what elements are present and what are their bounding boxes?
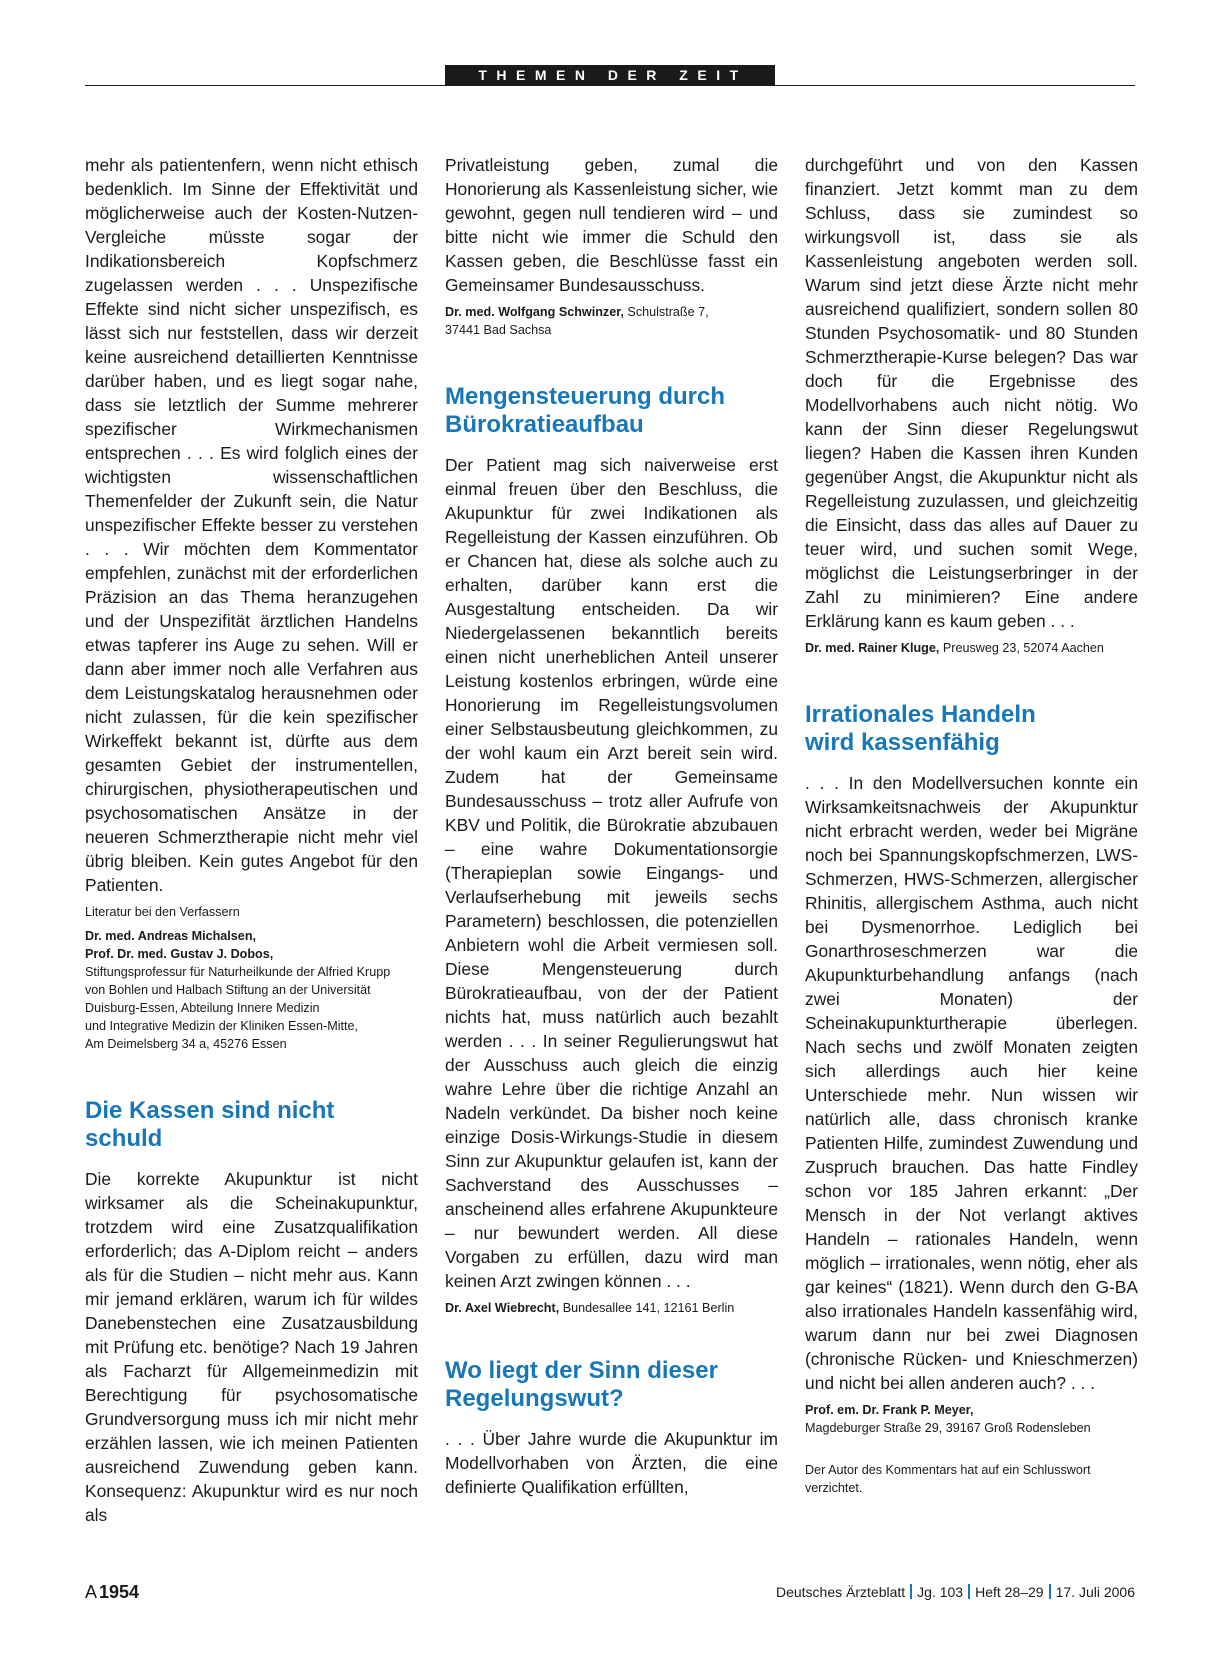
author-address: und Integrative Medizin der Kliniken Essen-Mitte, — [85, 1019, 358, 1033]
column-2 — [445, 153, 778, 1499]
journal-date: 17. Juli 2006 — [1055, 1584, 1135, 1600]
page-number-value: 1954 — [99, 1582, 140, 1602]
letter-heading-line: Bürokratieaufbau — [445, 411, 644, 438]
author-address: Am Deimelsberg 34 a, 45276 Essen — [85, 1037, 287, 1051]
article-text: mehr als patientenfern, wenn nicht ethisch bedenklich. Im Sinne der Effektivität und möglicherweise auch der Kosten-Nutzen-Vergleiche müsste sogar der Indikationsbereich Kopfschmerz zugelassen werden . . . Unspezifische Effekte sind nicht sicher unspezifisch, es lässt sich nur feststellen, dass wir derzeit keine ausreichend detaillierten Kenntnisse darüber haben, und es liegt sogar nahe, dass sie letztlich der Summe mehrerer spezifischer Wirkmechanismen entsprechen . . . Es wird folglich eines der wichtigsten wissenschaftlichen Themenfelder der Zukunft sein, die Natur unspezifischer Effekte besser zu verstehen . . . Wir möchten dem Kommentator empfehlen, zunächst mit der erforderlichen Präzision an das Thema heranzugehen und der Unspezifität ärztlichen Handelns etwas tapferer ins Auge zu sehen. Will er dann aber immer noch alle Verfahren aus dem Leistungskatalog herausnehmen oder nicht zulassen, für die kein spezifischer Wirkeffekt bekannt ist, dürfte aus dem gesamten Gebiet der instrumentellen, chirurgischen, physiotherapeutischen und psychosomatischen Ansätze in der neueren Schmerztherapie nicht mehr viel übrig bleiben. Kein gutes Angebot für den Patienten. — [85, 155, 418, 895]
author-name: Dr. med. Rainer Kluge, — [805, 641, 940, 655]
letter-heading-line: Wo liegt der Sinn dieser — [445, 1357, 718, 1384]
letter-heading — [445, 1357, 778, 1413]
editor-note-line: Der Autor des Kommentars hat auf ein Schlusswort — [805, 1463, 1091, 1477]
author-name: Prof. em. Dr. Frank P. Meyer, — [805, 1403, 974, 1417]
author-block — [445, 1299, 778, 1317]
letter-heading-line: Mengensteuerung durch — [445, 383, 726, 410]
page-number — [85, 1582, 139, 1603]
header-rule — [85, 85, 1135, 86]
letter-heading — [805, 701, 1138, 757]
author-block — [805, 1401, 1138, 1437]
letter-heading-line: Irrationales Handeln — [805, 701, 1036, 728]
letter-heading-line: wird kassenfähig — [805, 729, 1000, 756]
literature-note: Literatur bei den Verfassern — [85, 905, 240, 919]
author-name: Dr. Axel Wiebrecht, — [445, 1301, 560, 1315]
author-name: Dr. med. Andreas Michalsen, — [85, 929, 257, 943]
separator — [1049, 1584, 1051, 1599]
editor-note-line: verzichtet. — [805, 1481, 863, 1495]
author-address: Magdeburger Straße 29, 39167 Groß Rodensleben — [805, 1421, 1091, 1435]
author-address: 37441 Bad Sachsa — [445, 323, 552, 337]
page-prefix: A — [85, 1582, 98, 1602]
author-address: Stiftungsprofessur für Naturheilkunde der Alfried Krupp — [85, 965, 391, 979]
article-text: Der Patient mag sich naiverweise erst einmal freuen über den Beschluss, die Akupunktur für zwei Indikationen als Regelleistung der Kassen einzuführen. Ob er Chancen hat, diese als solche auch zu erhalten, darüber kann erst die Ausgestaltung entscheiden. Da wir Niedergelassenen bekanntlich bereits einen nicht unerheblichen Anteil unserer Leistung kostenlos erbringen, würde eine Honorierung im Regelleistungsvolumen einer Selbstausbeutung gleichkommen, zu der wohl kaum ein Arzt bereit sein wird. Zudem hat der Gemeinsame Bundesausschuss – trotz aller Aufrufe von KBV und Politik, die Bürokratie abzubauen – eine wahre Dokumentationsorgie (Therapieplan sowie Eingangs- und Verlaufserhebung mit jeweils sechs Parametern) beschlossen, die potenziellen Anbietern wohl die Arbeit vermiesen soll. Diese Mengensteuerung durch Bürokratieaufbau, von der der Patient nichts hat, muss natürlich auch bezahlt werden . . . In seiner Regulierungswut hat der Ausschuss auch gleich die einzig wahre Lehre über die richtige Anzahl an Nadeln verkündet. Da bisher noch keine einzige Dosis-Wirkungs-Studie in diesem Sinn zur Akupunktur gelaufen ist, kann der Sachverstand des Ausschusses – anscheinend alles erfahrene Akupunkteure – nur bewundert werden. All diese Vorgaben zu erfüllen, dazu wird man keinen Arzt zwingen können . . . — [445, 455, 778, 1291]
author-address: Schulstraße 7, — [627, 305, 709, 319]
separator — [968, 1584, 970, 1599]
author-name: Prof. Dr. med. Gustav J. Dobos, — [85, 947, 274, 961]
article-text: . . . In den Modellversuchen konnte ein Wirksamkeitsnachweis der Akupunktur nicht erbracht werden, weder bei Migräne noch bei Spannungskopfschmerzen, LWS-Schmerzen, HWS-Schmerzen, allergischer Rhinitis, allergischem Asthma, auch nicht bei Dysmenorrhoe. Lediglich bei Gonarthroseschmerzen war die Akupunkturbehandlung anfangs (nach zwei Monaten) der Scheinakupunkturtherapie überlegen. Nach sechs und zwölf Monaten zeigten sich allerdings auch hier keine Unterschiede mehr. Nun wissen wir natürlich alle, dass chronisch kranke Patienten Hilfe, zumindest Zuwendung und Zuspruch brauchen. Das hatte Findley schon vor 185 Jahren erkannt: „Der Mensch in der Not verlangt aktives Handeln – rationales Handeln, wenn möglich – irrationales, wenn nötig, eher als gar keines“ (1821). Wenn durch den G-BA also irrationales Handeln kassenfähig wird, warum dann nur bei zwei Diagnosen (chronische Rücken- und Knieschmerzen) und nicht bei allen anderen auch? . . . — [805, 773, 1138, 1393]
letter-heading — [445, 383, 778, 439]
article-text: Die korrekte Akupunktur ist nicht wirksamer als die Scheinakupunktur, trotzdem wird eine Zusatzqualifikation erforderlich; das A-Diplom reicht – anders als für die Studien – nicht mehr aus. Kann mir jemand erklären, warum ich für wildes Danebenstechen eine Zusatzausbildung mit Prüfung etc. benötige? Nach 19 Jahren als Facharzt für Allgemeinmedizin mit Berechtigung für psychosomatische Grundversorgung muss ich mir nicht mehr erzählen lassen, wie ich meinen Patienten ausreichend Zuwendung geben kann. Konsequenz: Akupunktur wird es nur noch als — [85, 1169, 418, 1525]
author-block — [805, 639, 1138, 657]
author-block — [85, 927, 418, 1053]
author-block — [445, 303, 778, 339]
journal-info — [776, 1584, 1135, 1600]
article-text: . . . Über Jahre wurde die Akupunktur im Modellvorhaben von Ärzten, die eine definierte Qualifikation erfüllten, — [445, 1429, 778, 1497]
section-label: THEMEN DER ZEIT — [445, 65, 775, 85]
author-address: Preusweg 23, 52074 Aachen — [942, 641, 1104, 655]
article-text: durchgeführt und von den Kassen finanziert. Jetzt kommt man zu dem Schluss, dass sie zumindest so wirkungsvoll ist, dass sie als Kassenleistung angeboten werden soll. Warum sind jetzt diese Ärzte nicht mehr ausreichend qualifiziert, sondern sollen 80 Stunden Psychosomatik- und 80 Stunden Schmerztherapie-Kurse belegen? Das war doch für die Ergebnisse des Modellvorhabens auch nicht nötig. Wo kann der Sinn dieser Regelungswut liegen? Haben die Kassen ihren Kunden gegenüber Angst, die Akupunktur nicht als Regelleistung zuzulassen, und gleichzeitig die Einsicht, dass das alles auf Dauer zu teuer wird, und suchen somit Wege, möglichst die Leistungserbringer in der Zahl zu minimieren? Eine andere Erklärung kann es kaum geben . . . — [805, 155, 1138, 631]
letter-heading-line: Regelungswut? — [445, 1385, 624, 1412]
author-address: von Bohlen und Halbach Stiftung an der Universität — [85, 983, 371, 997]
author-address: Duisburg-Essen, Abteilung Innere Medizin — [85, 1001, 320, 1015]
journal-volume: Jg. 103 — [917, 1584, 964, 1600]
journal-issue: Heft 28–29 — [975, 1584, 1044, 1600]
column-1 — [85, 153, 418, 1527]
separator — [910, 1584, 912, 1599]
author-name: Dr. med. Wolfgang Schwinzer, — [445, 305, 624, 319]
letter-heading: Die Kassen sind nicht schuld — [85, 1097, 335, 1152]
column-3 — [805, 153, 1138, 1497]
editor-note — [805, 1461, 1138, 1497]
author-address: Bundesallee 141, 12161 Berlin — [562, 1301, 735, 1315]
article-text: Privatleistung geben, zumal die Honorierung als Kassenleistung sicher, wie gewohnt, gegen null tendieren wird – und bitte nicht wie immer die Schuld den Kassen geben, die Beschlüsse fasst ein Gemeinsamer Bundesausschuss. — [445, 155, 778, 295]
journal-name: Deutsches Ärzteblatt — [775, 1584, 906, 1600]
